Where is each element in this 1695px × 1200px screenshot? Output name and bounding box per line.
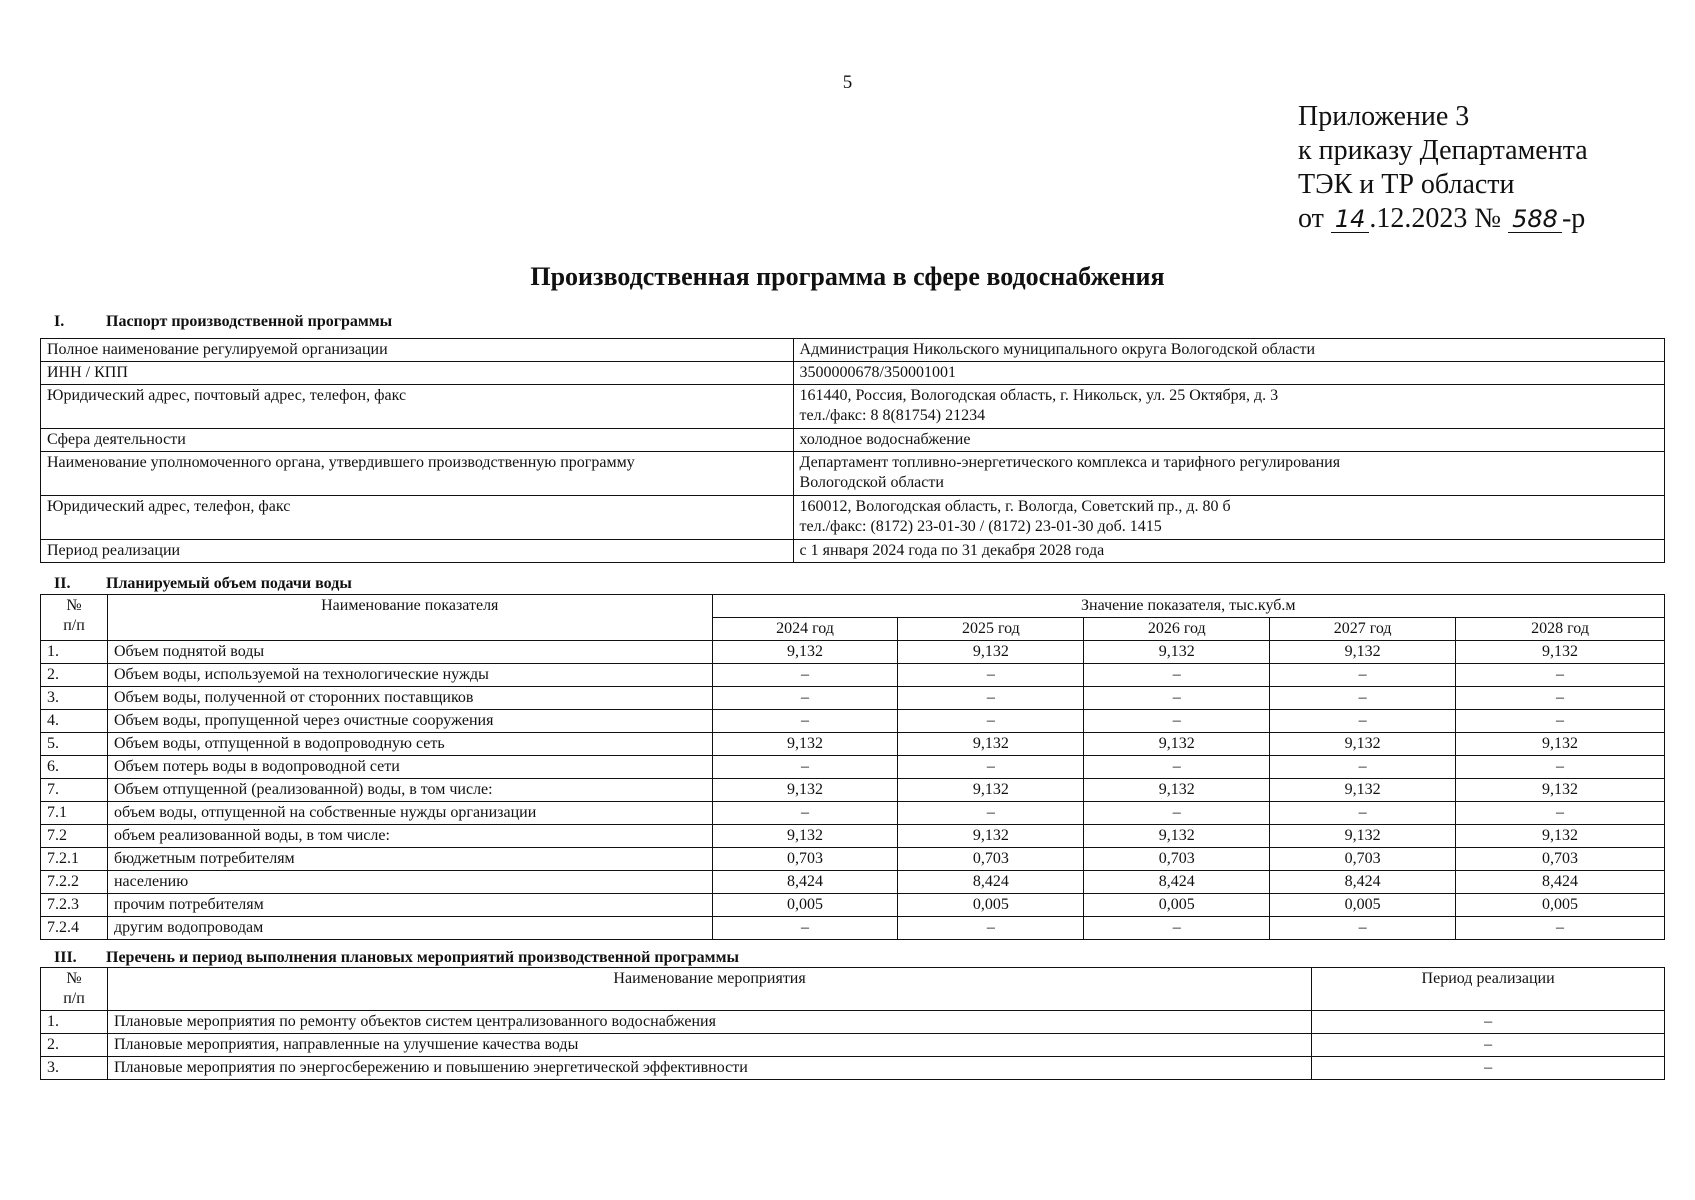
events-table <box>40 967 1665 1080</box>
passport-value-line-1: 3500000678/350001001 <box>799 364 956 381</box>
passport-label: Сфера деятельности <box>41 429 794 452</box>
indicator-value: 9,132 <box>712 641 898 664</box>
year-header-cell: 2025 год <box>898 618 1084 641</box>
indicator-value: 9,132 <box>1084 641 1270 664</box>
passport-value-line-2: Вологодской области <box>799 474 944 491</box>
row-number: 1. <box>41 641 108 664</box>
volume-header-num <box>41 595 108 641</box>
passport-value-line-1: Администрация Никольского муниципального округа Вологодской области <box>799 341 1316 358</box>
indicator-value: – <box>1270 687 1456 710</box>
indicator-value: 0,005 <box>1270 894 1456 917</box>
indicator-value: – <box>1270 756 1456 779</box>
indicator-value: 0,005 <box>898 894 1084 917</box>
indicator-value: 9,132 <box>1270 733 1456 756</box>
appendix-date-line <box>1298 202 1678 236</box>
year-header-cell: 2028 год <box>1456 618 1665 641</box>
table-row <box>41 733 1665 756</box>
indicator-value: 9,132 <box>1456 825 1665 848</box>
table-row <box>41 756 1665 779</box>
appendix-line-2: к приказу Департамента <box>1298 135 1588 166</box>
indicator-value: 9,132 <box>1270 779 1456 802</box>
indicator-value: – <box>1270 917 1456 940</box>
indicator-value: 9,132 <box>898 733 1084 756</box>
row-number: 7. <box>41 779 108 802</box>
section-2-number: II. <box>54 575 71 592</box>
table-row <box>41 710 1665 733</box>
indicator-value: – <box>712 917 898 940</box>
appendix-number-handwritten: 588 <box>1508 206 1562 233</box>
section-1-title: Паспорт производственной программы <box>106 313 393 330</box>
indicator-value: – <box>1084 687 1270 710</box>
table-row <box>41 825 1665 848</box>
indicator-value: 9,132 <box>898 779 1084 802</box>
indicator-name: объем реализованной воды, в том числе: <box>107 825 712 848</box>
table-row <box>41 641 1665 664</box>
indicator-value: 9,132 <box>1456 733 1665 756</box>
indicator-value: – <box>1456 917 1665 940</box>
section-3-number: III. <box>54 949 77 966</box>
indicator-value: – <box>1456 710 1665 733</box>
indicator-value: – <box>1084 802 1270 825</box>
table-row <box>41 1011 1665 1034</box>
events-header-period: Период реализации <box>1312 968 1665 1011</box>
indicator-name: бюджетным потребителям <box>107 848 712 871</box>
appendix-day-handwritten: 14 <box>1331 206 1370 233</box>
event-number: 2. <box>41 1034 108 1057</box>
indicator-value: 8,424 <box>1270 871 1456 894</box>
table-row <box>41 802 1665 825</box>
indicator-value: 9,132 <box>1456 641 1665 664</box>
indicator-value: 9,132 <box>712 779 898 802</box>
document-title: Производственная программа в сфере водоснабжения <box>530 262 1165 291</box>
indicator-value: – <box>1084 710 1270 733</box>
events-header-num-line-2: п/п <box>63 990 85 1007</box>
indicator-name: прочим потребителям <box>107 894 712 917</box>
indicator-name: Объем воды, используемой на технологические нужды <box>107 664 712 687</box>
passport-value <box>793 385 1664 429</box>
volume-header-name: Наименование показателя <box>107 595 712 641</box>
section-3-heading <box>40 949 739 967</box>
indicator-name: Объем потерь воды в водопроводной сети <box>107 756 712 779</box>
indicator-value: – <box>1084 664 1270 687</box>
passport-label: ИНН / КПП <box>41 362 794 385</box>
indicator-name: Объем воды, пропущенной через очистные сооружения <box>107 710 712 733</box>
event-period: – <box>1312 1011 1665 1034</box>
section-2-title: Планируемый объем подачи воды <box>106 575 352 592</box>
passport-value <box>793 452 1664 496</box>
indicator-value: 0,005 <box>1456 894 1665 917</box>
indicator-name: населению <box>107 871 712 894</box>
indicator-value: – <box>898 664 1084 687</box>
event-period: – <box>1312 1034 1665 1057</box>
indicator-value: – <box>898 687 1084 710</box>
indicator-value: 9,132 <box>712 825 898 848</box>
row-number: 3. <box>41 687 108 710</box>
indicator-value: 0,703 <box>1270 848 1456 871</box>
volume-header-num-line-1: № <box>66 597 82 614</box>
indicator-value: – <box>898 756 1084 779</box>
row-number: 6. <box>41 756 108 779</box>
appendix-line-1: Приложение 3 <box>1298 101 1470 132</box>
indicator-value: – <box>1456 664 1665 687</box>
indicator-value: 9,132 <box>1270 825 1456 848</box>
section-1-heading <box>40 313 392 331</box>
volume-header-value: Значение показателя, тыс.куб.м <box>712 595 1664 618</box>
row-number: 7.2.3 <box>41 894 108 917</box>
indicator-value: – <box>1084 917 1270 940</box>
passport-value-line-1: с 1 января 2024 года по 31 декабря 2028 года <box>799 542 1105 559</box>
passport-table <box>40 338 1665 563</box>
section-1-number: I. <box>54 313 65 330</box>
indicator-value: – <box>1456 687 1665 710</box>
events-header-num-line-1: № <box>66 970 82 987</box>
event-number: 1. <box>41 1011 108 1034</box>
indicator-value: 8,424 <box>1084 871 1270 894</box>
page-number: 5 <box>842 72 853 93</box>
indicator-name: объем воды, отпущенной на собственные нужды организации <box>107 802 712 825</box>
table-row <box>41 687 1665 710</box>
passport-label: Юридический адрес, почтовый адрес, телефон, факс <box>41 385 794 429</box>
passport-row <box>41 452 1665 496</box>
volume-header-num-line-2: п/п <box>63 617 85 634</box>
appendix-date-rest: .12.2023 № <box>1369 203 1502 234</box>
event-number: 3. <box>41 1057 108 1080</box>
indicator-value: – <box>1456 756 1665 779</box>
indicator-value: 9,132 <box>1084 733 1270 756</box>
row-number: 7.2 <box>41 825 108 848</box>
indicator-name: Объем отпущенной (реализованной) воды, в том числе: <box>107 779 712 802</box>
passport-value <box>793 362 1664 385</box>
events-header-row <box>41 968 1665 1011</box>
passport-value <box>793 540 1664 563</box>
table-row <box>41 894 1665 917</box>
event-period: – <box>1312 1057 1665 1080</box>
indicator-value: 9,132 <box>1084 779 1270 802</box>
indicator-value: – <box>1084 756 1270 779</box>
row-number: 7.2.4 <box>41 917 108 940</box>
table-row <box>41 1034 1665 1057</box>
passport-label: Наименование уполномоченного органа, утвердившего производственную программу <box>41 452 794 496</box>
indicator-value: 8,424 <box>1456 871 1665 894</box>
year-header-cell: 2027 год <box>1270 618 1456 641</box>
indicator-name: Объем поднятой воды <box>107 641 712 664</box>
indicator-value: 9,132 <box>898 641 1084 664</box>
indicator-value: – <box>1456 802 1665 825</box>
indicator-value: – <box>898 802 1084 825</box>
indicator-value: 0,703 <box>1084 848 1270 871</box>
section-3-title: Перечень и период выполнения плановых мероприятий производственной программы <box>106 949 739 966</box>
appendix-line-3: ТЭК и ТР области <box>1298 169 1515 200</box>
indicator-value: 9,132 <box>1270 641 1456 664</box>
indicator-name: Объем воды, отпущенной в водопроводную сеть <box>107 733 712 756</box>
passport-value <box>793 339 1664 362</box>
passport-row <box>41 429 1665 452</box>
appendix-suffix: -р <box>1561 203 1586 234</box>
indicator-value: 9,132 <box>898 825 1084 848</box>
indicator-value: 0,005 <box>712 894 898 917</box>
section-2-heading <box>40 575 352 593</box>
row-number: 7.2.1 <box>41 848 108 871</box>
indicator-value: – <box>898 917 1084 940</box>
passport-value-line-1: холодное водоснабжение <box>799 431 971 448</box>
table-row <box>41 871 1665 894</box>
indicator-value: 0,703 <box>1456 848 1665 871</box>
indicator-value: – <box>712 664 898 687</box>
table-row <box>41 917 1665 940</box>
row-number: 4. <box>41 710 108 733</box>
indicator-name: Объем воды, полученной от сторонних поставщиков <box>107 687 712 710</box>
passport-row <box>41 339 1665 362</box>
indicator-name: другим водопроводам <box>107 917 712 940</box>
table-row <box>41 664 1665 687</box>
appendix-block <box>1298 100 1678 236</box>
indicator-value: 8,424 <box>712 871 898 894</box>
passport-row <box>41 496 1665 540</box>
table-row <box>41 779 1665 802</box>
passport-value <box>793 496 1664 540</box>
passport-value-line-2: тел./факс: (8172) 23-01-30 / (8172) 23-01-30 доб. 1415 <box>799 518 1162 535</box>
indicator-value: 0,703 <box>712 848 898 871</box>
table-row <box>41 1057 1665 1080</box>
event-name: Плановые мероприятия, направленные на улучшение качества воды <box>107 1034 1311 1057</box>
indicator-value: 9,132 <box>1084 825 1270 848</box>
indicator-value: – <box>1270 802 1456 825</box>
passport-value-line-2: тел./факс: 8 8(81754) 21234 <box>799 407 986 424</box>
volume-header-row <box>41 595 1665 618</box>
indicator-value: – <box>712 802 898 825</box>
row-number: 7.1 <box>41 802 108 825</box>
indicator-value: 9,132 <box>712 733 898 756</box>
passport-value <box>793 429 1664 452</box>
passport-value-line-1: 161440, Россия, Вологодская область, г. Никольск, ул. 25 Октября, д. 3 <box>799 387 1279 404</box>
indicator-value: – <box>1270 710 1456 733</box>
passport-label: Период реализации <box>41 540 794 563</box>
event-name: Плановые мероприятия по ремонту объектов систем централизованного водоснабжения <box>107 1011 1311 1034</box>
indicator-value: – <box>712 710 898 733</box>
year-header-cell: 2024 год <box>712 618 898 641</box>
indicator-value: – <box>712 687 898 710</box>
passport-label: Юридический адрес, телефон, факс <box>41 496 794 540</box>
passport-value-line-1: 160012, Вологодская область, г. Вологда, Советский пр., д. 80 б <box>799 498 1231 515</box>
event-name: Плановые мероприятия по энергосбережению и повышению энергетической эффективности <box>107 1057 1311 1080</box>
indicator-value: 8,424 <box>898 871 1084 894</box>
indicator-value: – <box>1270 664 1456 687</box>
indicator-value: 0,005 <box>1084 894 1270 917</box>
row-number: 5. <box>41 733 108 756</box>
passport-row <box>41 540 1665 563</box>
indicator-value: – <box>712 756 898 779</box>
indicator-value: 9,132 <box>1456 779 1665 802</box>
indicator-value: 0,703 <box>898 848 1084 871</box>
passport-row <box>41 385 1665 429</box>
water-volume-table <box>40 594 1665 940</box>
row-number: 2. <box>41 664 108 687</box>
indicator-value: – <box>898 710 1084 733</box>
appendix-date-prefix: от <box>1298 203 1324 234</box>
passport-row <box>41 362 1665 385</box>
passport-label: Полное наименование регулируемой организации <box>41 339 794 362</box>
year-header-cell: 2026 год <box>1084 618 1270 641</box>
row-number: 7.2.2 <box>41 871 108 894</box>
table-row <box>41 848 1665 871</box>
events-header-num <box>41 968 108 1011</box>
passport-value-line-1: Департамент топливно-энергетического комплекса и тарифного регулирования <box>799 454 1341 471</box>
events-header-name: Наименование мероприятия <box>107 968 1311 1011</box>
